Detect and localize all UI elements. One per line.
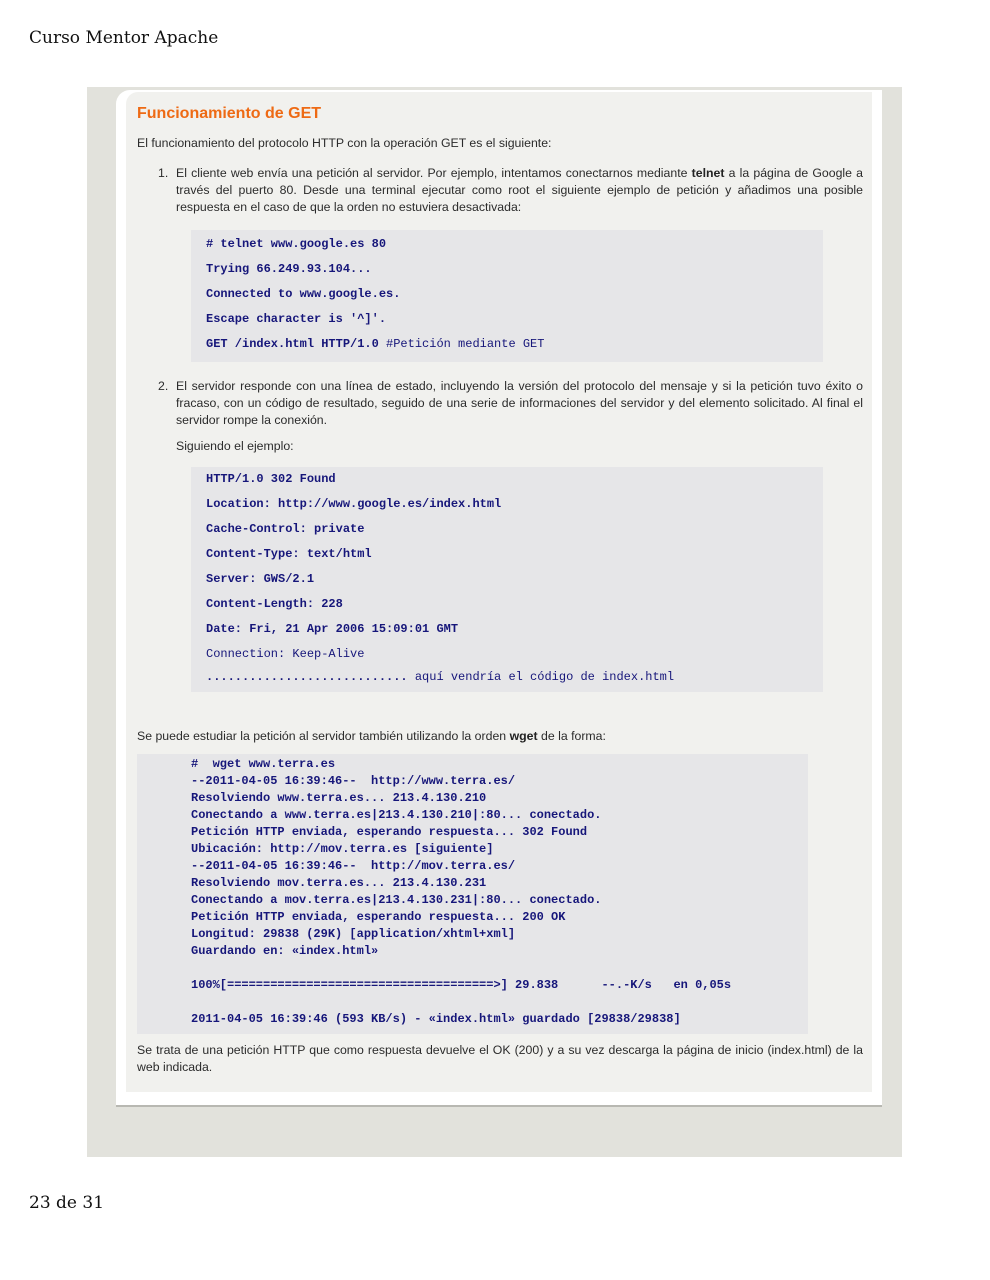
code-line: Petición HTTP enviada, esperando respuesta... 302 Found [191,825,588,839]
code-block-telnet [191,230,823,362]
code-line: Resolviendo www.terra.es... 213.4.130.210 [191,791,487,805]
code-line: Connection: Keep-Alive [206,647,365,661]
step-number: 2. [158,379,169,393]
code-gap [191,994,808,1011]
code-text: GET /index.html HTTP/1.0 [206,337,387,351]
code-gap [191,960,808,977]
command-name: wget [509,729,538,743]
intro-paragraph: El funcionamiento del protocolo HTTP con la operación GET es el siguiente: [137,136,552,150]
content-area [137,104,863,1076]
code-line: Petición HTTP enviada, esperando respuesta... 200 OK [191,910,566,924]
page-header: Curso Mentor Apache [29,28,219,48]
code-line: HTTP/1.0 302 Found [206,472,336,486]
step-text: El servidor responde con una línea de estado, incluyendo la versión del protocolo del mensaje y si la petición tuvo éxito o fracaso, con un código de resultado, seguido de una serie de informaciones del servidor y del elemento solicitado. Al final el servidor rompe la conexión. [176,379,863,427]
step-text-part: a la página de Google a través del puerto 80. Desde una terminal ejecutar como root el siguiente ejemplo de petición y añadimos una posible respuesta en el caso de que la orden no estuviera desactivada: [176,166,863,214]
code-comment: #Petición mediante GET [386,337,545,351]
code-comment: aquí vendría el código de index.html [407,670,675,684]
step-follow-text: Siguiendo el ejemplo: [176,439,294,453]
code-line: --2011-04-05 16:39:46-- http://mov.terra.es/ [191,859,516,873]
code-line: Content-Length: 228 [206,597,343,611]
code-block-wget [137,754,808,1034]
code-line: 100%[=====================================>] 29.838 --.-K/s en 0,05s [191,978,732,992]
code-line: Server: GWS/2.1 [206,572,315,586]
code-line: Connected to www.google.es. [206,287,401,301]
code-line: # telnet www.google.es 80 [206,237,387,251]
code-dots: ............................ [206,670,408,684]
closing-paragraph: Se trata de una petición HTTP que como respuesta devuelve el OK (200) y a su vez descarga la página de inicio (index.html) de la web indicada. [137,1043,863,1074]
code-line: 2011-04-05 16:39:46 (593 KB/s) - «index.html» guardado [29838/29838] [191,1012,681,1026]
code-line: Location: http://www.google.es/index.html [206,497,502,511]
code-line: Guardando en: «index.html» [191,944,379,958]
list-item [137,165,863,362]
code-line: # wget www.terra.es [191,757,336,771]
code-line: --2011-04-05 16:39:46-- http://www.terra.es/ [191,774,516,788]
code-line: Content-Type: text/html [206,547,372,561]
wget-text-part: Se puede estudiar la petición al servidor también utilizando la orden [137,729,510,743]
code-line: Conectando a www.terra.es|213.4.130.210|:80... conectado. [191,808,602,822]
wget-intro [137,728,863,745]
code-line: Resolviendo mov.terra.es... 213.4.130.231 [191,876,487,890]
code-line: Conectando a mov.terra.es|213.4.130.231|:80... conectado. [191,893,602,907]
wget-text-part: de la forma: [537,729,606,743]
code-line: Trying 66.249.93.104... [206,262,372,276]
code-line: Longitud: 29838 (29K) [application/xhtml+xml] [191,927,516,941]
section-title: Funcionamiento de GET [137,105,322,122]
code-line: Escape character is '^]'. [206,312,387,326]
list-item [137,378,863,692]
command-name: telnet [691,166,725,180]
code-line [206,667,823,688]
code-line [206,332,823,357]
step-text-part: El cliente web envía una petición al servidor. Por ejemplo, intentamos conectarnos mediante [176,166,692,180]
step-text [176,165,863,216]
code-line: Cache-Control: private [206,522,365,536]
code-line: Ubicación: http://mov.terra.es [siguiente] [191,842,494,856]
code-line: Date: Fri, 21 Apr 2006 15:09:01 GMT [206,622,459,636]
page-number: 23 de 31 [29,1193,105,1213]
code-block-response [191,467,823,692]
steps-list [137,165,863,692]
step-number: 1. [158,166,169,180]
